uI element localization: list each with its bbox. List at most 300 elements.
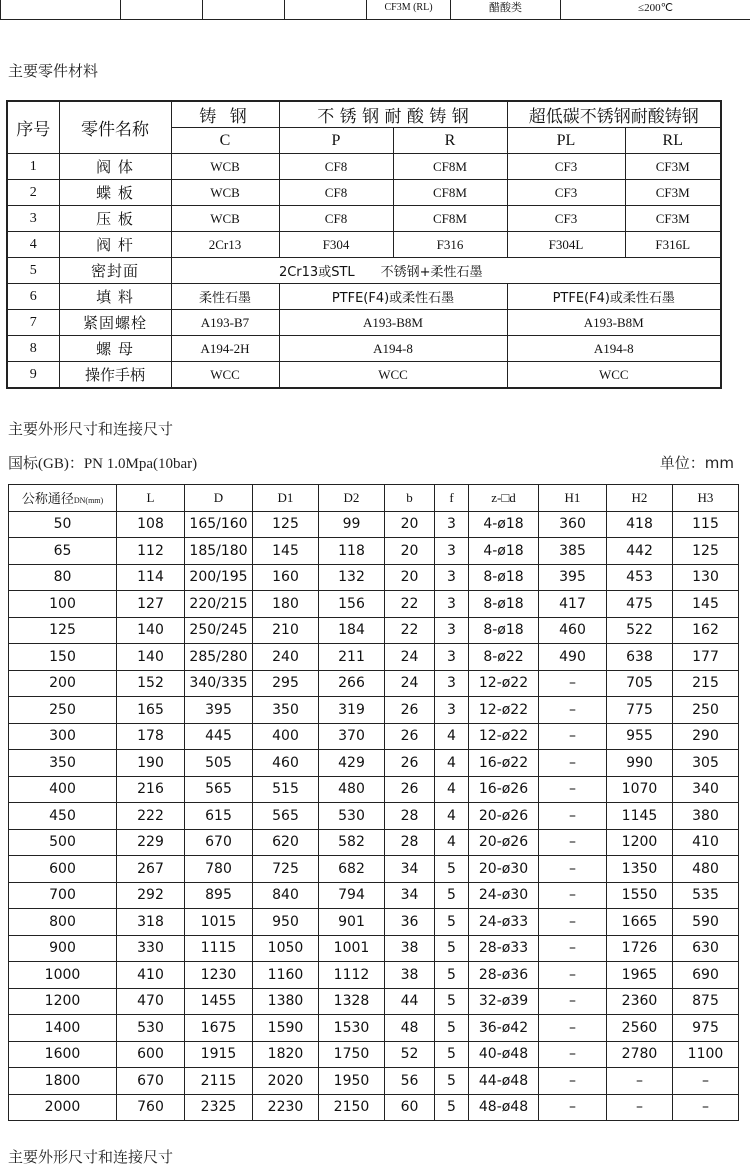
table-cell: 5 [435,1094,469,1121]
table-cell: 295 [253,670,319,697]
table-cell: 20 [385,511,435,538]
row-dn: 2000 [9,1094,117,1121]
table-cell: PTFE(F4)或柔性石墨 [507,284,721,310]
table-cell: 4-ø18 [469,511,539,538]
table-cell: 16-ø26 [469,776,539,803]
table-cell: 319 [319,697,385,724]
table-cell: 1115 [185,935,253,962]
table-cell: – [539,750,607,777]
dimensions-table [8,484,739,1121]
table-row [9,697,739,724]
table-cell: 3 [435,644,469,671]
table-cell: 620 [253,829,319,856]
table-cell: 380 [673,803,739,830]
table-cell: 56 [385,1068,435,1095]
table-cell: 417 [539,591,607,618]
table-cell: 990 [607,750,673,777]
table-cell: 3 [435,697,469,724]
table-cell: WCB [171,180,279,206]
table-cell: 12-ø22 [469,670,539,697]
table-cell: 1100 [673,1041,739,1068]
table-cell: 1200 [607,829,673,856]
table-cell: 220/215 [185,591,253,618]
table-row [7,180,721,206]
table-cell: 794 [319,882,385,909]
table-cell: 125 [253,511,319,538]
table-cell: 2325 [185,1094,253,1121]
table-cell: A193-B8M [279,310,507,336]
dimensions-title: 主要外形尺寸和连接尺寸 [8,420,174,438]
row-dn: 700 [9,882,117,909]
row-seq: 2 [7,180,59,206]
table-cell: 8-ø18 [469,591,539,618]
table-row [9,644,739,671]
table-cell: 185/180 [185,538,253,565]
table-cell: 2560 [607,1015,673,1042]
header-nominal-diameter [9,485,117,512]
table-cell: 395 [539,564,607,591]
table-cell: 3 [435,617,469,644]
table-cell: 410 [117,962,185,989]
table-row [9,511,739,538]
table-cell: 1112 [319,962,385,989]
table-cell: – [539,697,607,724]
table-cell: 955 [607,723,673,750]
row-dn: 900 [9,935,117,962]
table-cell: 395 [185,697,253,724]
table-header-row [9,485,739,512]
table-row [9,962,739,989]
table-cell: 165 [117,697,185,724]
table-cell: 132 [319,564,385,591]
header-seq: 序号 [7,101,59,154]
table-cell: 127 [117,591,185,618]
table-cell: – [607,1068,673,1095]
table-row [7,336,721,362]
row-seq: 3 [7,206,59,232]
header-cell: b [385,485,435,512]
table-cell: 222 [117,803,185,830]
table-cell: 200/195 [185,564,253,591]
table-cell [203,0,285,20]
header-cell: H1 [539,485,607,512]
materials-title: 主要零件材料 [8,62,99,80]
table-cell: WCB [171,154,279,180]
table-cell: 108 [117,511,185,538]
table-cell: – [539,670,607,697]
table-row [9,723,739,750]
table-cell: CF8M [393,180,507,206]
table-header-row [7,101,721,128]
header-cell: L [117,485,185,512]
table-cell: 26 [385,697,435,724]
table-cell: 630 [673,935,739,962]
table-cell: 840 [253,882,319,909]
table-cell: – [673,1094,739,1121]
table-cell: 1350 [607,856,673,883]
row-dn: 1200 [9,988,117,1015]
table-cell: 125 [673,538,739,565]
table-cell: 410 [673,829,739,856]
table-cell: 4-ø18 [469,538,539,565]
table-cell: – [539,882,607,909]
table-cell: 1965 [607,962,673,989]
table-cell: CF3 [507,206,625,232]
table-cell: 24 [385,644,435,671]
table-cell: 975 [673,1015,739,1042]
table-cell: 5 [435,1015,469,1042]
table-cell: 250/245 [185,617,253,644]
table-cell: 285/280 [185,644,253,671]
table-cell: 48 [385,1015,435,1042]
table-cell: 442 [607,538,673,565]
row-dn: 200 [9,670,117,697]
table-cell: A194-8 [279,336,507,362]
header-cell: D1 [253,485,319,512]
table-row [9,909,739,936]
table-cell: 34 [385,856,435,883]
table-cell: 20 [385,564,435,591]
table-cell: 156 [319,591,385,618]
table-cell: 162 [673,617,739,644]
table-cell: 615 [185,803,253,830]
table-cell: CF3M (RL) [367,0,451,20]
table-cell: 4 [435,803,469,830]
table-cell: 565 [185,776,253,803]
table-cell: 1328 [319,988,385,1015]
table-cell: 480 [673,856,739,883]
table-cell: 36 [385,909,435,936]
table-cell: 210 [253,617,319,644]
row-dn: 1400 [9,1015,117,1042]
table-cell: 5 [435,1041,469,1068]
materials-table [6,100,722,389]
table-row [7,362,721,389]
table-cell: CF3 [507,180,625,206]
table-cell: 22 [385,591,435,618]
table-cell: 3 [435,564,469,591]
table-cell: 1015 [185,909,253,936]
table-cell: 8-ø18 [469,564,539,591]
table-cell: F316L [625,232,721,258]
table-cell: 1726 [607,935,673,962]
row-part-name: 紧固螺栓 [59,310,171,336]
table-row [7,258,721,284]
table-cell: 52 [385,1041,435,1068]
table-cell: WCC [507,362,721,389]
table-cell: 535 [673,882,739,909]
table-cell: 400 [253,723,319,750]
table-cell: 醋酸类 [451,0,561,20]
row-part-name: 压 板 [59,206,171,232]
table-cell [285,0,367,20]
table-cell: CF3 [507,154,625,180]
table-row [9,564,739,591]
table-cell: A193-B7 [171,310,279,336]
table-cell: PTFE(F4)或柔性石墨 [279,284,507,310]
table-cell: 638 [607,644,673,671]
table-cell: 145 [673,591,739,618]
row-part-name: 阀 杆 [59,232,171,258]
table-cell: 140 [117,644,185,671]
standard-label: 国标(GB)：PN 1.0Mpa(10bar) [8,456,198,472]
table-cell: 180 [253,591,319,618]
table-cell: – [539,1041,607,1068]
table-cell: 190 [117,750,185,777]
table-cell: 330 [117,935,185,962]
table-cell: 20-ø30 [469,856,539,883]
row-part-name: 操作手柄 [59,362,171,389]
row-seq: 8 [7,336,59,362]
table-cell: 4 [435,723,469,750]
table-cell: 250 [673,697,739,724]
table-row [9,750,739,777]
table-cell: – [539,935,607,962]
table-cell: 318 [117,909,185,936]
unit-label: 单位：mm [659,454,734,472]
table-cell: 1070 [607,776,673,803]
table-cell: 160 [253,564,319,591]
header-code: R [393,128,507,154]
table-cell: CF8 [279,180,393,206]
table-cell: 2150 [319,1094,385,1121]
table-cell: A193-B8M [507,310,721,336]
table-cell: CF8 [279,154,393,180]
table-cell: CF8M [393,206,507,232]
table-cell: 1230 [185,962,253,989]
row-seq: 4 [7,232,59,258]
table-cell: 5 [435,882,469,909]
table-row [7,206,721,232]
table-row [7,310,721,336]
table-cell: WCC [279,362,507,389]
dimensions-body [9,485,739,1121]
table-row [7,284,721,310]
table-cell: 130 [673,564,739,591]
table-cell: 216 [117,776,185,803]
table-cell: 118 [319,538,385,565]
table-cell: – [607,1094,673,1121]
table-cell: 950 [253,909,319,936]
table-row [9,988,739,1015]
table-row [9,670,739,697]
table-cell: CF3M [625,180,721,206]
row-part-name: 填 料 [59,284,171,310]
table-cell: 12-ø22 [469,723,539,750]
table-row [9,856,739,883]
row-seq: 5 [7,258,59,284]
table-cell: 670 [185,829,253,856]
table-cell: 114 [117,564,185,591]
table-cell: 28 [385,829,435,856]
table-row [9,1041,739,1068]
table-cell: 28-ø36 [469,962,539,989]
row-dn: 350 [9,750,117,777]
table-cell: 5 [435,962,469,989]
table-row [9,882,739,909]
header-stainless: 不 锈 钢 耐 酸 铸 钢 [279,101,507,128]
table-cell: A194-8 [507,336,721,362]
table-cell: ≤200℃ [561,0,750,20]
table-cell: 475 [607,591,673,618]
table-cell: 32-ø39 [469,988,539,1015]
row-part-name: 螺 母 [59,336,171,362]
header-dn-unit: DN(mm) [73,496,104,506]
table-cell: 1820 [253,1041,319,1068]
table-cell: 1001 [319,935,385,962]
table-cell: F304 [279,232,393,258]
table-row [9,1068,739,1095]
table-cell: 460 [253,750,319,777]
table-cell: 4 [435,776,469,803]
table-cell: 480 [319,776,385,803]
table-cell: 152 [117,670,185,697]
table-cell: 16-ø22 [469,750,539,777]
table-cell: 60 [385,1094,435,1121]
table-cell: 28 [385,803,435,830]
header-low-carbon: 超低碳不锈钢耐酸铸钢 [507,101,721,128]
table-cell: 3 [435,511,469,538]
table-cell: 1915 [185,1041,253,1068]
table-cell: – [539,1068,607,1095]
table-cell: 705 [607,670,673,697]
header-cast-steel: 铸 钢 [171,101,279,128]
table-row [9,829,739,856]
table-cell: 8-ø18 [469,617,539,644]
table-cell: – [539,829,607,856]
table-row [7,154,721,180]
table-cell: 115 [673,511,739,538]
table-cell: 215 [673,670,739,697]
row-seq: 9 [7,362,59,389]
table-cell: 8-ø22 [469,644,539,671]
table-cell: CF8 [279,206,393,232]
table-cell: 775 [607,697,673,724]
header-cell: z-□d [469,485,539,512]
table-cell: 2230 [253,1094,319,1121]
row-dn: 100 [9,591,117,618]
table-row [9,776,739,803]
table-cell: 1380 [253,988,319,1015]
table-row [1,0,750,20]
header-cell: f [435,485,469,512]
row-dn: 450 [9,803,117,830]
row-dn: 1600 [9,1041,117,1068]
row-dn: 50 [9,511,117,538]
table-cell: 48-ø48 [469,1094,539,1121]
row-dn: 250 [9,697,117,724]
table-cell: 20-ø26 [469,803,539,830]
table-cell: 670 [117,1068,185,1095]
table-cell [1,0,121,20]
table-cell: 40-ø48 [469,1041,539,1068]
table-cell: 2115 [185,1068,253,1095]
table-cell: – [539,856,607,883]
row-dn: 150 [9,644,117,671]
table-row [9,935,739,962]
row-dn: 500 [9,829,117,856]
table-cell: 5 [435,935,469,962]
row-part-name: 蝶 板 [59,180,171,206]
table-cell: – [539,962,607,989]
table-row [9,617,739,644]
table-cell: 590 [673,909,739,936]
table-cell: 725 [253,856,319,883]
table-cell: 22 [385,617,435,644]
table-cell: 1675 [185,1015,253,1042]
table-cell: 460 [539,617,607,644]
table-cell: 682 [319,856,385,883]
table-cell: CF3M [625,206,721,232]
table-cell: 26 [385,776,435,803]
table-cell: 36-ø42 [469,1015,539,1042]
table-cell: 1665 [607,909,673,936]
table-cell: 2Cr13或STL 不锈钢+柔性石墨 [171,258,721,284]
table-cell: 895 [185,882,253,909]
table-cell: 2360 [607,988,673,1015]
table-cell: CF3M [625,154,721,180]
table-cell: 240 [253,644,319,671]
table-cell: 145 [253,538,319,565]
table-cell: 690 [673,962,739,989]
table-cell: 1550 [607,882,673,909]
table-cell: 112 [117,538,185,565]
header-nominal-text: 公称通径 [21,491,74,507]
table-cell: 445 [185,723,253,750]
table-cell: F304L [507,232,625,258]
table-cell: – [539,803,607,830]
table-cell: 1530 [319,1015,385,1042]
table-row [9,538,739,565]
table-cell: 1145 [607,803,673,830]
table-cell: WCB [171,206,279,232]
table-cell: 1160 [253,962,319,989]
table-cell: 4 [435,750,469,777]
header-cell: H2 [607,485,673,512]
table-cell: 44 [385,988,435,1015]
table-cell: 2Cr13 [171,232,279,258]
table-cell: 5 [435,1068,469,1095]
row-part-name: 阀 体 [59,154,171,180]
row-dn: 400 [9,776,117,803]
table-cell: CF8M [393,154,507,180]
table-cell: 600 [117,1041,185,1068]
table-cell: 340/335 [185,670,253,697]
header-code: RL [625,128,721,154]
header-cell: D2 [319,485,385,512]
row-dn: 65 [9,538,117,565]
table-cell: 211 [319,644,385,671]
row-dn: 600 [9,856,117,883]
table-cell: 28-ø33 [469,935,539,962]
table-cell: – [539,723,607,750]
table-cell: 470 [117,988,185,1015]
table-cell: 901 [319,909,385,936]
table-row [9,591,739,618]
table-cell: 340 [673,776,739,803]
table-cell: 1750 [319,1041,385,1068]
header-part-name: 零件名称 [59,101,171,154]
table-cell: 5 [435,988,469,1015]
table-cell: 184 [319,617,385,644]
header-cell: D [185,485,253,512]
table-cell: 370 [319,723,385,750]
header-cell: H3 [673,485,739,512]
row-dn: 125 [9,617,117,644]
table-row [9,1015,739,1042]
table-cell: WCC [171,362,279,389]
table-cell: 780 [185,856,253,883]
